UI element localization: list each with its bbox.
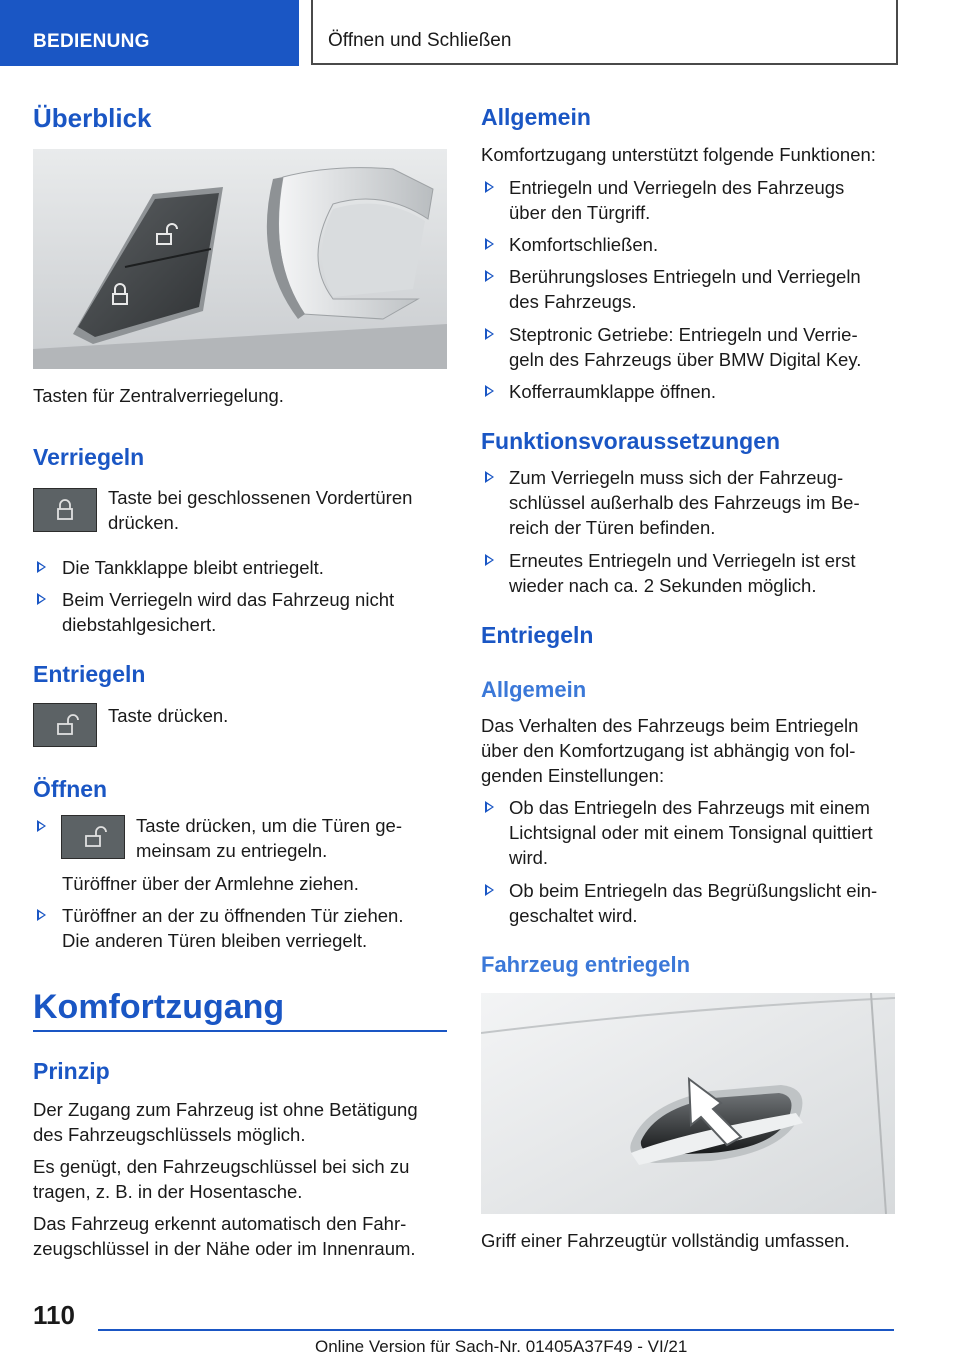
lock-bullet-2-line-1: Beim Verriegeln wird das Fahrzeug nicht: [62, 589, 395, 610]
door-handle-image: [481, 993, 895, 1214]
overview-caption: Tasten für Zentralverriegelung.: [33, 385, 284, 406]
principle-line-6: zeugschlüssel in der Nähe oder im Innenraum.: [33, 1238, 416, 1259]
page-number: 110: [33, 1300, 75, 1330]
principle-line-5: Das Fahrzeug erkennt automatisch den Fahr-: [33, 1213, 407, 1234]
lock-bullet-2-line-2: diebstahlgesichert.: [62, 614, 217, 635]
unlock-button-image: [61, 815, 125, 859]
principle-line-4: tragen, z. B. in der Hosentasche.: [33, 1181, 303, 1202]
vehicle-unlock-title: Fahrzeug entriegeln: [481, 952, 691, 977]
bullet-icon: [485, 270, 494, 282]
principle-line-3: Es genügt, den Fahrzeugschlüssel bei sich zu: [33, 1156, 410, 1177]
entriegeln-title: Entriegeln: [481, 622, 594, 648]
general-bullet-1-line-1: Entriegeln und Verriegeln des Fahrzeugs: [509, 177, 845, 198]
chapter-label: Öffnen und Schließen: [328, 30, 512, 51]
section-label: BEDIENUNG: [33, 31, 150, 52]
entriegeln-subtitle: Allgemein: [481, 677, 587, 702]
unlock-text: Taste drücken.: [108, 705, 229, 726]
entriegeln-bullet-2-line-1: Ob beim Entriegeln das Begrüßungslicht ein-: [509, 880, 878, 901]
bullet-icon: [37, 593, 46, 605]
lock-bullet-1: Die Tankklappe bleibt entriegelt.: [62, 557, 324, 578]
general-intro: Komfortzugang unterstützt folgende Funktionen:: [481, 144, 876, 165]
open-bullet-2-line-2: Die anderen Türen bleiben verriegelt.: [62, 930, 368, 951]
unlock-button-image: [33, 703, 97, 747]
footer-rule: [98, 1329, 894, 1331]
open-title: Öffnen: [33, 776, 108, 802]
overview-title: Überblick: [33, 103, 152, 133]
bullet-icon: [485, 385, 494, 397]
open-bullet-1-line-3: Türöffner über der Armlehne ziehen.: [62, 873, 359, 894]
lock-text-line-2: drücken.: [108, 512, 179, 533]
principle-line-2: des Fahrzeugschlüssels möglich.: [33, 1124, 306, 1145]
general-bullet-3-line-1: Berührungsloses Entriegeln und Verriegeln: [509, 266, 861, 287]
open-bullet-2-line-1: Türöffner an der zu öffnenden Tür ziehen.: [62, 905, 404, 926]
bullet-icon: [485, 801, 494, 813]
principle-title: Prinzip: [33, 1058, 110, 1084]
bullet-icon: [485, 181, 494, 193]
bullet-icon: [37, 820, 46, 832]
req-bullet-2-line-1: Erneutes Entriegeln und Verriegeln ist erst: [509, 550, 856, 571]
general-bullet-4-line-2: geln des Fahrzeugs über BMW Digital Key.: [509, 349, 862, 370]
req-bullet-1-line-1: Zum Verriegeln muss sich der Fahrzeug-: [509, 467, 844, 488]
unlock-title: Entriegeln: [33, 661, 146, 687]
bullet-icon: [485, 238, 494, 250]
entriegeln-line-2: über den Komfortzugang ist abhängig von fol-: [481, 740, 856, 761]
bullet-icon: [37, 909, 46, 921]
entriegeln-bullet-1-line-1: Ob das Entriegeln des Fahrzeugs mit einem: [509, 797, 870, 818]
entriegeln-line-1: Das Verhalten des Fahrzeugs beim Entriegeln: [481, 715, 859, 736]
lock-text-line-1: Taste bei geschlossenen Vordertüren: [108, 487, 413, 508]
bullet-icon: [485, 884, 494, 896]
bullet-icon: [485, 328, 494, 340]
lock-title: Verriegeln: [33, 444, 145, 470]
bullet-icon: [37, 561, 46, 573]
req-bullet-1-line-3: reich der Türen befinden.: [509, 517, 716, 538]
req-bullet-1-line-2: schlüssel außerhalb des Fahrzeugs im Be-: [509, 492, 860, 513]
req-bullet-2-line-2: wieder nach ca. 2 Sekunden möglich.: [509, 575, 817, 596]
bullet-icon: [485, 471, 494, 483]
entriegeln-bullet-2-line-2: geschaltet wird.: [509, 905, 638, 926]
entriegeln-bullet-1-line-2: Lichtsignal oder mit einem Tonsignal quittiert: [509, 822, 873, 843]
open-bullet-1-line-2: meinsam zu entriegeln.: [136, 840, 328, 861]
general-bullet-5: Kofferraumklappe öffnen.: [509, 381, 717, 402]
section-rule: [33, 1030, 447, 1032]
chapter-tab: [311, 0, 898, 65]
general-bullet-4-line-1: Steptronic Getriebe: Entriegeln und Verrie-: [509, 324, 858, 345]
online-version-note: Online Version für Sach-Nr. 01405A37F49 - VI/21: [315, 1337, 688, 1356]
comfort-access-title: Komfortzugang: [33, 988, 285, 1026]
open-bullet-1-line-1: Taste drücken, um die Türen ge-: [136, 815, 402, 836]
bullet-icon: [485, 554, 494, 566]
entriegeln-line-3: genden Einstellungen:: [481, 765, 665, 786]
entriegeln-bullet-1-line-3: wird.: [509, 847, 549, 868]
requirements-title: Funktionsvoraussetzungen: [481, 428, 781, 454]
general-bullet-1-line-2: über den Türgriff.: [509, 202, 651, 223]
principle-line-1: Der Zugang zum Fahrzeug ist ohne Betätigung: [33, 1099, 418, 1120]
section-tab: [0, 0, 299, 66]
general-bullet-2: Komfortschließen.: [509, 234, 659, 255]
central-locking-buttons-image: [33, 149, 447, 369]
vehicle-unlock-caption: Griff einer Fahrzeugtür vollständig umfassen.: [481, 1230, 850, 1251]
general-bullet-3-line-2: des Fahrzeugs.: [509, 291, 637, 312]
lock-button-image: [33, 488, 97, 532]
general-title: Allgemein: [481, 104, 591, 130]
